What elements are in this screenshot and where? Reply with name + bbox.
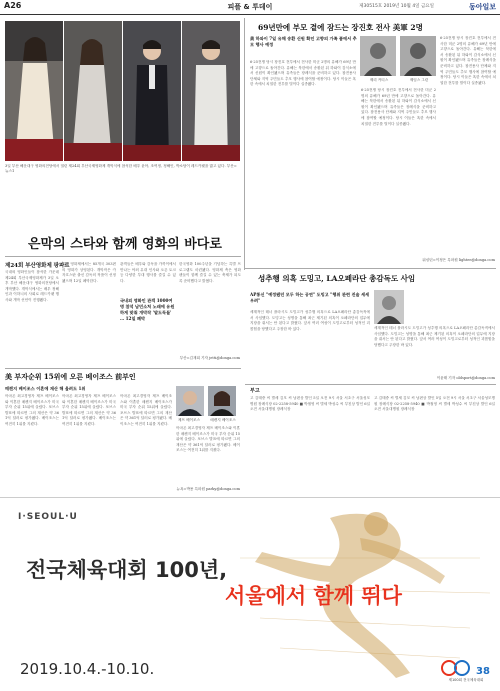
bezos-name-left: 제프 베이조스 bbox=[178, 418, 200, 422]
film-headline: 은막의 스타와 함께 영화의 바다로 bbox=[28, 237, 222, 252]
bezos-body-col3: 아마존 최고경영자 제프 베이조스와 이혼한 매켄지 베이조스가 미국 부자 순위 15위에 올랐다. 포브스 발표에 따르면 그의 재산은 약 361억 달러로 평가됐다. 베이조스는 여전히 1위를 지켰다. bbox=[120, 394, 172, 426]
ad-emblem bbox=[440, 658, 492, 686]
section-title: 피플 & 투데이 bbox=[227, 3, 273, 11]
column-divider bbox=[244, 18, 245, 270]
bezos-headline: 美 부자순위 15위에 오른 베이조스 前부인 bbox=[5, 372, 136, 381]
issue-date: 제30515호 2019년 10월 4일 금요일 bbox=[359, 4, 434, 9]
photo-actress-yoona bbox=[5, 21, 63, 161]
svg-text:38: 38 bbox=[476, 666, 490, 677]
bezos-body-col2: 아마존 최고경영자 제프 베이조스와 이혼한 매켄지 베이조스가 미국 부자 순위 15위에 올랐다. 포브스 발표에 따르면 그의 재산은 약 361억 달러로 평가됐다. 베이조스는 여전히 1위를 지켰다. bbox=[62, 394, 116, 426]
divider bbox=[5, 256, 241, 257]
divider bbox=[5, 368, 241, 369]
sports-festival-ad bbox=[0, 497, 500, 691]
ad-title-line2: 서울에서 함께 뛰다 bbox=[225, 584, 402, 608]
film-photo-caption: 3일 부산 해운대구 영화의전당에서 열린 제24회 부산국제영화제 개막식에 참석한 배우 윤아, 조여정, 정해인, 박소담이 레드카펫을 밟고 있다. 부산=뉴스1 bbox=[5, 164, 237, 173]
bezos-lead: 매켄지 베이조스 이혼에 재산 해 올려도 1위 bbox=[5, 386, 86, 391]
veteran-name-left: 제리 커티스 bbox=[369, 78, 389, 82]
veteran-photo-right bbox=[400, 36, 436, 76]
divider bbox=[245, 268, 496, 269]
bezos-name-right: 매켄지 베이조스 bbox=[210, 418, 236, 422]
photo-actress-jo bbox=[64, 21, 122, 161]
veteran-byline: 워싱턴=이정은 특파원 lightee@donga.com bbox=[422, 258, 495, 262]
obituary-title: 부고 bbox=[250, 388, 260, 394]
ad-title-line1: 전국체육대회 100년, bbox=[26, 558, 228, 582]
veteran-headline: 69년만에 부모 곁에 잠드는 장진호 전사 美軍 2명 bbox=[258, 23, 423, 32]
photo-figure-icon bbox=[182, 21, 240, 161]
veteran-body-col2: 6·25전쟁 당시 장진호 전투에서 전사한 미군 2명의 유해가 69년 만에 고향으로 돌아간다. 유해는 북한에서 송환된 뒤 하와이 감식소에서 신원이 확인됐으며 유족들은 장례식을 준비하고 있다. 참전용사 단체와 지역 주민들도 추모 행사에 참여할 예정이다. 당시 이들은 혹한 속에서 치열한 전투를 벌이다 실종됐다. bbox=[361, 88, 436, 126]
portrait-icon bbox=[176, 386, 204, 416]
photo-actor-jung bbox=[123, 21, 181, 161]
domingo-headline: 성추행 의혹 도밍고, LA오페라단 총감독도 사임 bbox=[258, 274, 416, 283]
film-pull-quote: 국내외 영화인 관객 1000여명 참석 남민소처 노래에 유원하게 맞춰 개막작 '말도둑들' … 12일 폐막 bbox=[120, 298, 175, 321]
veteran-body-col1: 6·25전쟁 당시 장진호 전투에서 전사한 미군 2명의 유해가 69년 만에 고향으로 돌아간다. 유해는 북한에서 송환된 뒤 하와이 감식소에서 신원이 확인됐으며 유족들은 장례식을 준비하고 있다. 참전용사 단체와 지역 주민들도 추모 행사에 참여할 예정이다. 당시 이들은 혹한 속에서 치열한 전투를 벌이다 실종됐다. bbox=[250, 60, 356, 87]
obituary-body-col1: 고 김태중 씨 별세 김모 씨 남편상 발인 5일 오전 9시 서울 서초구 서울성모병원 장례식장 02-2258-5940 ■ 박철영 씨 별세 박성수 씨 부친상 발인 6일 오전 서울대병원 장례식장 bbox=[250, 396, 370, 412]
newspaper-logo: 동아일보 bbox=[468, 3, 496, 11]
photo-figure-icon bbox=[64, 21, 122, 161]
film-byline: 부산=김재희 기자 jetti@donga.com bbox=[179, 356, 240, 360]
bezos-byline: 뉴욕=박용 특파원 parky@donga.com bbox=[176, 487, 240, 491]
domingo-byline: 이윤태 기자 oldsport@donga.com bbox=[436, 376, 495, 380]
domingo-body-col2: 세계적인 테너 플라시도 도밍고가 성추행 의혹으로 LA오페라단 총감독직에서 사임했다. 도밍고는 성명을 통해 최근 제기된 의혹이 오페라단의 업무에 지장을 줘서는 안 된다고 밝혔다. 앞서 여러 여성이 도밍고로부터 성적인 괴롭힘을 당했다고 주장한 바 있다. bbox=[374, 326, 495, 347]
photo-actor-park bbox=[182, 21, 240, 161]
domingo-quote: AP통신 "예정됐던 모두 하는 공연" 도밍고 "행위 관련 진술 세세 우려" bbox=[250, 292, 370, 303]
photo-figure-icon bbox=[5, 21, 63, 161]
bezos-photo-jeff bbox=[176, 386, 204, 416]
bezos-photo-mackenzie bbox=[208, 386, 236, 416]
page-number: A26 bbox=[4, 1, 22, 10]
ad-dates: 2019.10.4.-10.10. bbox=[20, 660, 155, 678]
obituary-body-col2: 고 김태중 씨 별세 김모 씨 남편상 발인 5일 오전 9시 서울 서초구 서울성모병원 장례식장 02-2258-5940 ■ 박철영 씨 별세 박성수 씨 부친상 발인 6일 오전 서울대병원 장례식장 bbox=[374, 396, 495, 412]
ad-emblem-label: 제100회 전국체육대회 bbox=[448, 678, 484, 682]
veteran-name-right: 제임스 그린 bbox=[409, 78, 429, 82]
film-body-col4: 한국영화 100주년을 기념하는 특별 프로그램도 마련됐다. 영화제 측은 영화 팬들이 함께 즐길 수 있는 축제가 되도록 준비했다고 밝혔다. bbox=[179, 262, 241, 283]
bezos-body-col4: 아마존 최고경영자 제프 베이조스와 이혼한 매켄지 베이조스가 미국 부자 순위 15위에 올랐다. 포브스 발표에 따르면 그의 재산은 약 361억 달러로 평가됐다. 베이조스는 여전히 1위를 지켰다. bbox=[176, 426, 240, 453]
portrait-icon bbox=[360, 36, 396, 76]
veteran-body-col3: 6·25전쟁 당시 장진호 전투에서 전사한 미군 2명의 유해가 69년 만에 고향으로 돌아간다. 유해는 북한에서 송환된 뒤 하와이 감식소에서 신원이 확인됐으며 유족들은 장례식을 준비하고 있다. 참전용사 단체와 지역 주민들도 추모 행사에 참여할 예정이다. 당시 이들은 혹한 속에서 치열한 전투를 벌이다 실종됐다. bbox=[440, 36, 496, 85]
page-header bbox=[0, 0, 500, 15]
portrait-icon bbox=[208, 386, 236, 416]
portrait-icon bbox=[400, 36, 436, 76]
film-body-col3: 관객들은 배우와 감독을 가까이에서 만나는 야외 무대 인사와 오픈 토크 등 다양한 부대 행사를 즐길 수 있다. bbox=[120, 262, 176, 283]
domingo-body-col1: 세계적인 테너 플라시도 도밍고가 성추행 의혹으로 LA오페라단 총감독직에서 사임했다. 도밍고는 성명을 통해 최근 제기된 의혹이 오페라단의 업무에 지장을 줘서는 안 된다고 밝혔다. 앞서 여러 여성이 도밍고로부터 성적인 괴롭힘을 당했다고 주장한 바 있다. bbox=[250, 310, 370, 331]
film-body-col1: 국내외 영화인들이 참석한 가운데 제24회 부산국제영화제가 3일 오후 부산 해운대구 영화의전당에서 개막했다. 개막식에서는 배우 정해인과 이하늬의 사회로 레드카펫 행사와 개막 선언이 진행됐다. bbox=[5, 270, 59, 302]
veteran-photo-left bbox=[360, 36, 396, 76]
divider bbox=[245, 384, 496, 385]
film-subhead: 제24회 부산영화제 팡파르 bbox=[5, 263, 70, 269]
film-body-col2: 올해 영화제에서는 85개국 303편의 영화가 상영된다. 개막작은 카자흐스탄 출신 감독의 작품이 선정됐으며 12일 폐막한다. bbox=[62, 262, 116, 283]
veteran-lead: 美 하와이 7일 유해 송환 신원 확인 고향의 가족 품에서 추모 행사 예정 bbox=[250, 36, 357, 47]
ad-logo: I·SEOUL·U bbox=[18, 512, 78, 522]
photo-figure-icon bbox=[123, 21, 181, 161]
bezos-body-col1: 아마존 최고경영자 제프 베이조스와 이혼한 매켄지 베이조스가 미국 부자 순위 15위에 올랐다. 포브스 발표에 따르면 그의 재산은 약 361억 달러로 평가됐다. 베이조스는 여전히 1위를 지켰다. bbox=[5, 394, 59, 426]
domingo-photo bbox=[374, 290, 404, 324]
portrait-icon bbox=[374, 290, 404, 324]
